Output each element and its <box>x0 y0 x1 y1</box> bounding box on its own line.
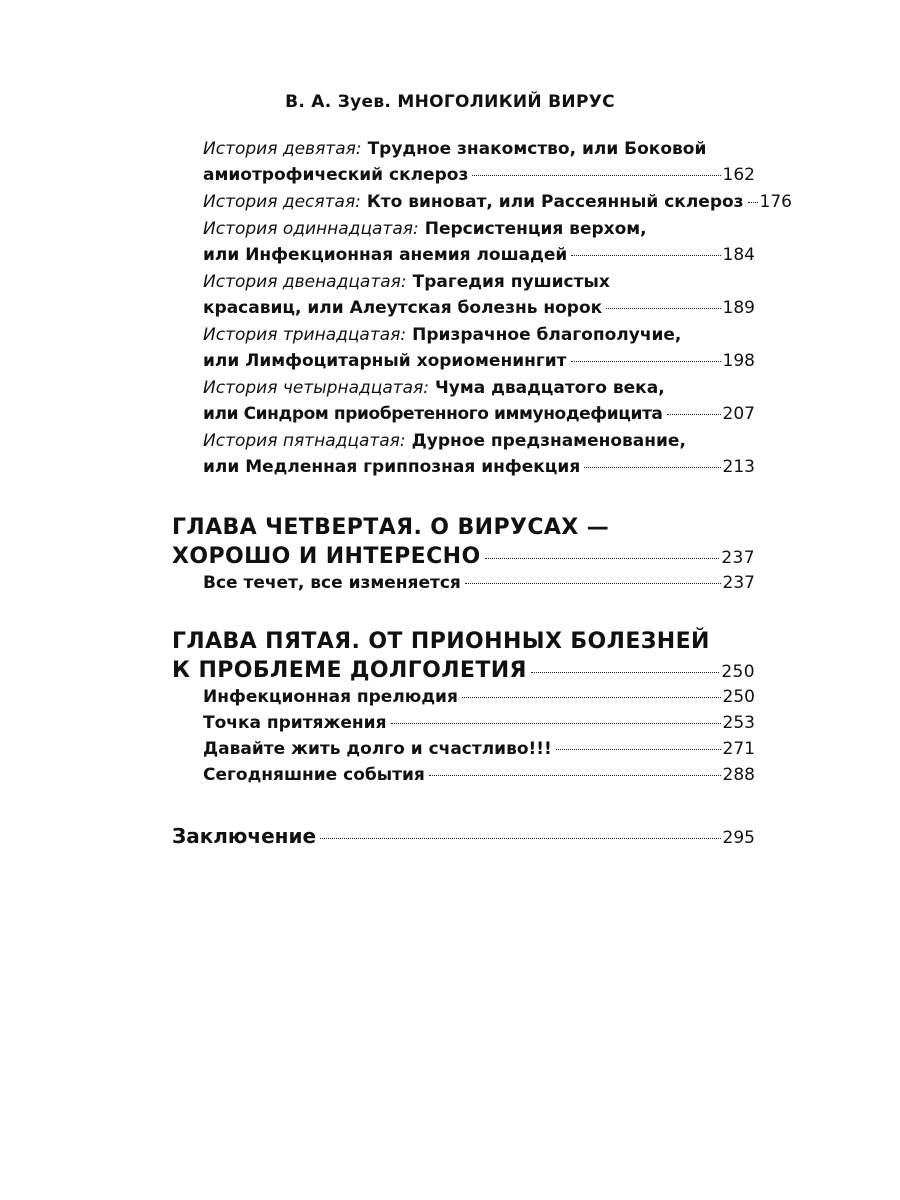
story-title: Кто виноват, или Рассеянный склероз <box>366 192 744 212</box>
page-number: 184 <box>722 245 755 265</box>
story-title: Призрачное благополучие, <box>412 325 682 345</box>
leader-dots <box>320 838 720 839</box>
toc-entry-ch5-section-4[interactable] <box>203 764 755 786</box>
story-title-cont: или Инфекционная анемия лошадей <box>203 245 568 265</box>
story-title-cont: или Лимфоцитарный хориоменингит <box>203 351 567 371</box>
section-title: Давайте жить долго и счастливо!!! <box>203 739 552 759</box>
leader-dots <box>571 361 721 362</box>
toc-entry-story-15-line-1[interactable] <box>203 430 755 452</box>
story-prefix: История пятнадцатая: <box>203 431 406 451</box>
leader-dots <box>748 202 758 203</box>
page-number: 295 <box>722 828 755 848</box>
story-prefix: История десятая: <box>203 192 361 212</box>
page-number: 213 <box>722 457 755 477</box>
toc-entry-story-15-line-2[interactable] <box>203 456 755 478</box>
story-title: Трагедия пушистых <box>412 272 610 292</box>
leader-dots <box>606 308 720 309</box>
toc-entry-story-9-line-2[interactable] <box>203 164 755 186</box>
toc-entry-story-9-line-1[interactable] <box>203 138 755 160</box>
leader-dots <box>391 723 721 724</box>
story-title-cont: или Медленная гриппозная инфекция <box>203 457 581 477</box>
story-prefix: История девятая: <box>203 139 362 159</box>
toc-entry-story-14-line-2[interactable] <box>203 403 755 425</box>
toc-entry-ch5-section-3[interactable] <box>203 738 755 760</box>
page-number: 253 <box>722 713 755 733</box>
story-prefix: История тринадцатая: <box>203 325 407 345</box>
story-prefix: История одиннадцатая: <box>203 219 419 239</box>
toc-entry-story-10[interactable] <box>203 191 792 213</box>
toc-entry-story-12-line-2[interactable] <box>203 297 755 319</box>
chapter-title-cont: ХОРОШО И ИНТЕРЕСНО <box>172 544 481 569</box>
page-number: 189 <box>722 298 755 318</box>
story-title-cont: или Синдром приобретенного иммунодефицита <box>203 404 663 424</box>
story-prefix: История двенадцатая: <box>203 272 407 292</box>
chapter-title: ГЛАВА ПЯТАЯ. ОТ ПРИОННЫХ БОЛЕЗНЕЙ <box>172 629 710 654</box>
page-number: 288 <box>722 765 755 785</box>
story-title-cont: амиотрофический склероз <box>203 165 469 185</box>
running-head: В. А. Зуев. МНОГОЛИКИЙ ВИРУС <box>285 92 615 112</box>
toc-entry-ch5-section-2[interactable] <box>203 712 755 734</box>
chapter-title: ГЛАВА ЧЕТВЕРТАЯ. О ВИРУСАХ — <box>172 515 610 540</box>
toc-entry-story-14-line-1[interactable] <box>203 377 755 399</box>
page-number: 250 <box>721 662 755 682</box>
leader-dots <box>571 255 720 256</box>
section-title: Все течет, все изменяется <box>203 573 461 593</box>
toc-entry-ch4-section-1[interactable] <box>203 572 755 594</box>
story-title: Дурное предзнаменование, <box>411 431 686 451</box>
toc-entry-story-11-line-1[interactable] <box>203 218 755 240</box>
page-number: 271 <box>722 739 755 759</box>
section-title: Инфекционная прелюдия <box>203 687 458 707</box>
story-title: Персистенция верхом, <box>424 219 647 239</box>
leader-dots <box>584 467 720 468</box>
page-number: 237 <box>721 548 755 568</box>
toc-entry-story-13-line-1[interactable] <box>203 324 755 346</box>
page-number: 237 <box>722 573 755 593</box>
chapter-title-cont: К ПРОБЛЕМЕ ДОЛГОЛЕТИЯ <box>172 658 527 683</box>
chapter-4-heading-line-2[interactable] <box>172 543 755 572</box>
leader-dots <box>667 414 721 415</box>
chapter-4-heading-line-1[interactable] <box>172 514 755 542</box>
page-number: 176 <box>759 192 792 212</box>
chapter-5-heading-line-2[interactable] <box>172 657 755 686</box>
leader-dots <box>465 583 721 584</box>
page-number: 207 <box>722 404 755 424</box>
page-number: 162 <box>722 165 755 185</box>
story-prefix: История четырнадцатая: <box>203 378 430 398</box>
chapter-5-heading-line-1[interactable] <box>172 628 755 656</box>
toc-entry-conclusion[interactable] <box>172 823 755 851</box>
page-number: 250 <box>722 687 755 707</box>
conclusion-title: Заключение <box>172 824 317 848</box>
leader-dots <box>531 672 719 673</box>
section-title: Точка притяжения <box>203 713 387 733</box>
page-number: 198 <box>722 351 755 371</box>
section-title: Сегодняшние события <box>203 765 425 785</box>
leader-dots <box>472 175 720 176</box>
leader-dots <box>556 749 721 750</box>
story-title: Трудное знакомство, или Боковой <box>367 139 707 159</box>
toc-entry-story-12-line-1[interactable] <box>203 271 755 293</box>
toc-entry-story-13-line-2[interactable] <box>203 350 755 372</box>
leader-dots <box>462 697 721 698</box>
leader-dots <box>429 775 721 776</box>
story-title: Чума двадцатого века, <box>435 378 665 398</box>
leader-dots <box>485 558 720 559</box>
toc-entry-story-11-line-2[interactable] <box>203 244 755 266</box>
toc-entry-ch5-section-1[interactable] <box>203 686 755 708</box>
story-title-cont: красавиц, или Алеутская болезнь норок <box>203 298 603 318</box>
